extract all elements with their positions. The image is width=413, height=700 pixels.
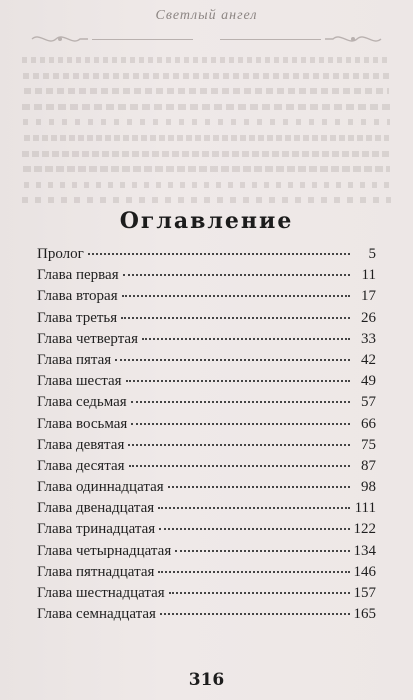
toc-entry[interactable] xyxy=(37,373,376,394)
toc-entry-page: 87 xyxy=(361,457,376,474)
toc-dot-leader xyxy=(131,400,350,403)
toc-entry-page: 157 xyxy=(353,585,376,601)
toc-entry-page: 146 xyxy=(353,563,376,580)
toc-entry-page: 49 xyxy=(361,373,376,390)
toc-entry[interactable] xyxy=(37,437,376,458)
toc-entry[interactable] xyxy=(37,606,376,627)
toc-entry-label: Глава четырнадцатая xyxy=(37,542,172,559)
toc-dot-leader xyxy=(131,422,350,425)
toc-entry-label: Глава восьмая xyxy=(37,415,128,432)
toc-entry-page: 42 xyxy=(361,351,376,368)
ornament-left-icon xyxy=(30,32,90,46)
toc-entry-page: 66 xyxy=(361,415,376,432)
toc-entry-page: 11 xyxy=(361,267,376,284)
toc-entry-label: Глава одиннадцатая xyxy=(37,479,164,496)
toc-dot-leader xyxy=(168,485,350,488)
toc-entry-page: 165 xyxy=(353,606,376,623)
toc-dot-leader xyxy=(126,379,350,382)
toc-dot-leader xyxy=(123,273,350,276)
running-header-title: Светлый ангел xyxy=(155,8,258,23)
bleed-through-texture xyxy=(22,52,391,222)
toc-dot-leader xyxy=(175,549,349,552)
page-number: 316 xyxy=(188,670,225,690)
toc-dot-leader xyxy=(115,358,350,361)
toc-dot-leader xyxy=(128,443,350,446)
toc-dot-leader xyxy=(158,570,349,573)
toc-entry[interactable] xyxy=(37,500,376,521)
toc-entry-page: 26 xyxy=(361,309,376,326)
toc-entry-page: 33 xyxy=(361,330,376,347)
toc-entry[interactable] xyxy=(37,564,376,585)
toc-entry-page: 75 xyxy=(361,436,376,453)
toc-dot-leader xyxy=(159,527,349,530)
toc-dot-leader xyxy=(122,294,350,297)
toc-entry[interactable] xyxy=(37,267,376,288)
toc-entry-page: 17 xyxy=(361,288,376,305)
toc-dot-leader xyxy=(121,316,350,319)
toc-entry-page: 98 xyxy=(361,479,376,496)
toc-entry-label: Глава десятая xyxy=(37,457,125,474)
toc-dot-leader xyxy=(142,337,350,340)
toc-entry-page: 57 xyxy=(361,394,376,411)
running-header xyxy=(0,6,413,46)
toc-entry[interactable] xyxy=(37,246,376,267)
toc-entry[interactable] xyxy=(37,458,376,479)
toc-entry[interactable] xyxy=(37,352,376,373)
toc-dot-leader xyxy=(129,464,351,467)
toc-entry-label: Глава пятая xyxy=(37,351,112,368)
toc-entry[interactable] xyxy=(37,416,376,437)
toc-entry[interactable] xyxy=(37,310,376,331)
toc-dot-leader xyxy=(169,591,350,594)
toc-dot-leader xyxy=(88,252,350,255)
ornament-right-icon xyxy=(323,32,383,46)
toc-entry[interactable] xyxy=(37,288,376,309)
toc-entry[interactable] xyxy=(37,521,376,542)
toc-entry-label: Глава третья xyxy=(37,309,118,326)
table-of-contents xyxy=(37,246,376,627)
toc-title: Оглавление xyxy=(119,208,294,234)
toc-entry-page: 111 xyxy=(354,500,376,517)
toc-entry-label: Пролог xyxy=(37,246,84,262)
toc-entry-label: Глава шестнадцатая xyxy=(37,585,165,601)
toc-entry-label: Глава первая xyxy=(37,267,119,284)
toc-entry-label: Глава девятая xyxy=(37,436,125,453)
toc-entry-label: Глава тринадцатая xyxy=(37,521,156,538)
toc-entry-label: Глава седьмая xyxy=(37,394,127,411)
toc-entry[interactable] xyxy=(37,479,376,500)
toc-entry-label: Глава семнадцатая xyxy=(37,606,156,623)
toc-entry[interactable] xyxy=(37,585,376,606)
toc-entry[interactable] xyxy=(37,331,376,352)
header-rule-left xyxy=(92,39,193,40)
toc-entry-page: 5 xyxy=(368,246,376,262)
toc-entry-label: Глава шестая xyxy=(37,373,122,390)
toc-entry[interactable] xyxy=(37,394,376,415)
toc-entry[interactable] xyxy=(37,543,376,564)
header-rule-right xyxy=(220,39,321,40)
toc-entry-label: Глава вторая xyxy=(37,288,118,305)
toc-entry-label: Глава пятнадцатая xyxy=(37,563,155,580)
toc-dot-leader xyxy=(160,612,350,615)
toc-entry-label: Глава двенадцатая xyxy=(37,500,155,517)
toc-entry-page: 134 xyxy=(353,542,376,559)
toc-entry-page: 122 xyxy=(353,521,376,538)
toc-dot-leader xyxy=(158,506,350,509)
toc-entry-label: Глава четвертая xyxy=(37,330,138,347)
